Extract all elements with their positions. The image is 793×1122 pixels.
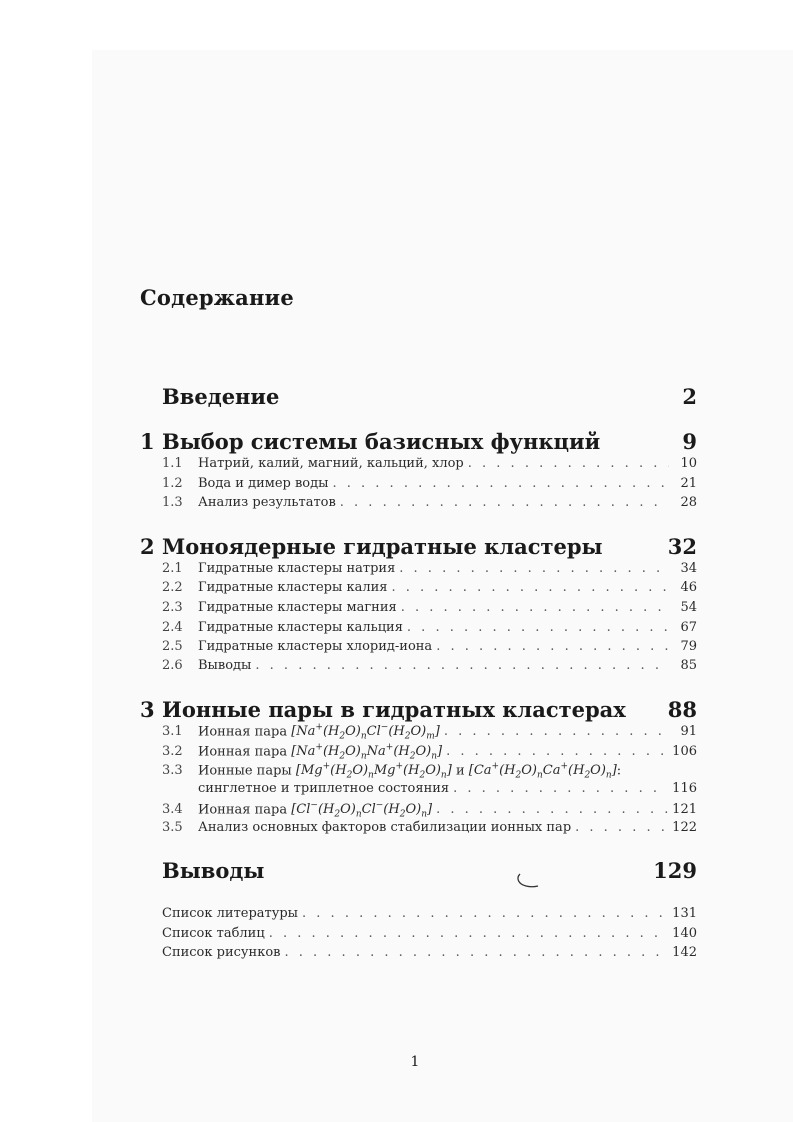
formula: $[Ca^+(H_2O)_nCa^+(H_2O)_n]$ [468,762,617,781]
leader-dots [436,639,669,654]
formula: $[Na^+(H_2O)_nCl^-(H_2O)_m]$ [291,723,440,742]
chapter-number: 1 [140,429,155,454]
formula: $[Na^+(H_2O)_nNa^+(H_2O)_n]$ [291,743,443,762]
toc-intro-title: Введение [162,384,280,409]
leader-dots [391,580,669,595]
toc-conclusions-page: 129 [653,858,697,883]
leader-dots [333,476,670,491]
toc-section[interactable]: 3.1 Ионная пара $[Na^+(H_2O)_nCl^-(H_2O)_m]$ . . . 91 [162,723,697,742]
leader-dots [340,495,669,510]
toc-list-figures[interactable]: Список рисунков . . . 142 [162,945,697,964]
toc-chapter-2[interactable] [140,534,697,562]
leader-dots [575,820,668,835]
leader-dots [407,620,669,635]
toc-section[interactable]: 2.2 Гидратные кластеры калия . . . 46 [162,580,697,599]
leader-dots [401,600,669,615]
leader-dots [285,945,669,960]
toc-list-references[interactable]: Список литературы . . . 131 [162,906,697,925]
chapter-number: 2 [140,534,155,559]
chapter-title: Ионные пары в гидратных кластерах [162,697,626,722]
toc-intro-page: 2 [682,384,697,409]
formula: $[Cl^-(H_2O)_nCl^-(H_2O)_n]$ [291,801,433,820]
toc-conclusions[interactable] [140,858,697,886]
toc-section[interactable]: 2.3 Гидратные кластеры магния . . . 54 [162,600,697,619]
leader-dots [255,658,669,673]
toc-section[interactable]: 1.2 Вода и димер воды . . . 21 [162,476,697,495]
page-number: 1 [410,1054,420,1070]
chapter-page: 88 [667,697,697,722]
toc-section[interactable]: 3.4 Ионная пара $[Cl^-(H_2O)_nCl^-(H_2O)_n]$ . . . 121 [162,801,697,820]
leader-dots [468,456,669,471]
leader-dots [446,744,668,759]
toc-section[interactable]: 2.5 Гидратные кластеры хлорид-иона . . . 79 [162,639,697,658]
toc-chapter-3[interactable] [140,697,697,725]
formula: $[Mg^+(H_2O)_nMg^+(H_2O)_n]$ [295,762,452,781]
pen-mark-icon [514,872,540,890]
toc-section[interactable]: 3.2 Ионная пара $[Na^+(H_2O)_nNa^+(H_2O)_n]$ . . . 106 [162,743,697,762]
toc-list-tables[interactable]: Список таблиц . . . 140 [162,926,697,945]
chapter-page: 32 [667,534,697,559]
leader-dots [399,561,669,576]
chapter-number: 3 [140,697,155,722]
leader-dots [444,724,669,739]
toc-section[interactable]: 2.6 Выводы . . . 85 [162,658,697,677]
toc-section[interactable]: 3.3 Ионные пары $[Mg^+(H_2O)_nMg^+(H_2O)_n]$ и $[Ca^+(H_2O)_nCa^+(H_2O)_n]$: [162,762,622,781]
toc-section[interactable]: 3.5 Анализ основных факторов стабилизации ионных пар . . . 122 [162,820,697,839]
toc-section-continuation[interactable]: синглетное и триплетное состояния . . . 116 [198,781,697,800]
toc-section[interactable]: 1.3 Анализ результатов . . . 28 [162,495,697,514]
leader-dots [302,906,668,921]
chapter-title: Моноядерные гидратные кластеры [162,534,603,559]
toc-section[interactable]: 2.4 Гидратные кластеры кальция . . . 67 [162,620,697,639]
leader-dots [453,781,668,796]
chapter-page: 9 [682,429,697,454]
toc-section[interactable]: 2.1 Гидратные кластеры натрия . . . 34 [162,561,697,580]
toc-section[interactable]: 1.1 Натрий, калий, магний, кальций, хлор . . . 10 [162,456,697,475]
toc-intro[interactable] [140,384,697,412]
chapter-title: Выбор системы базисных функций [162,429,601,454]
toc-chapter-1[interactable] [140,429,697,457]
toc-conclusions-title: Выводы [162,858,265,883]
leader-dots [269,926,668,941]
toc-heading: Содержание [140,285,294,310]
leader-dots [436,802,668,817]
